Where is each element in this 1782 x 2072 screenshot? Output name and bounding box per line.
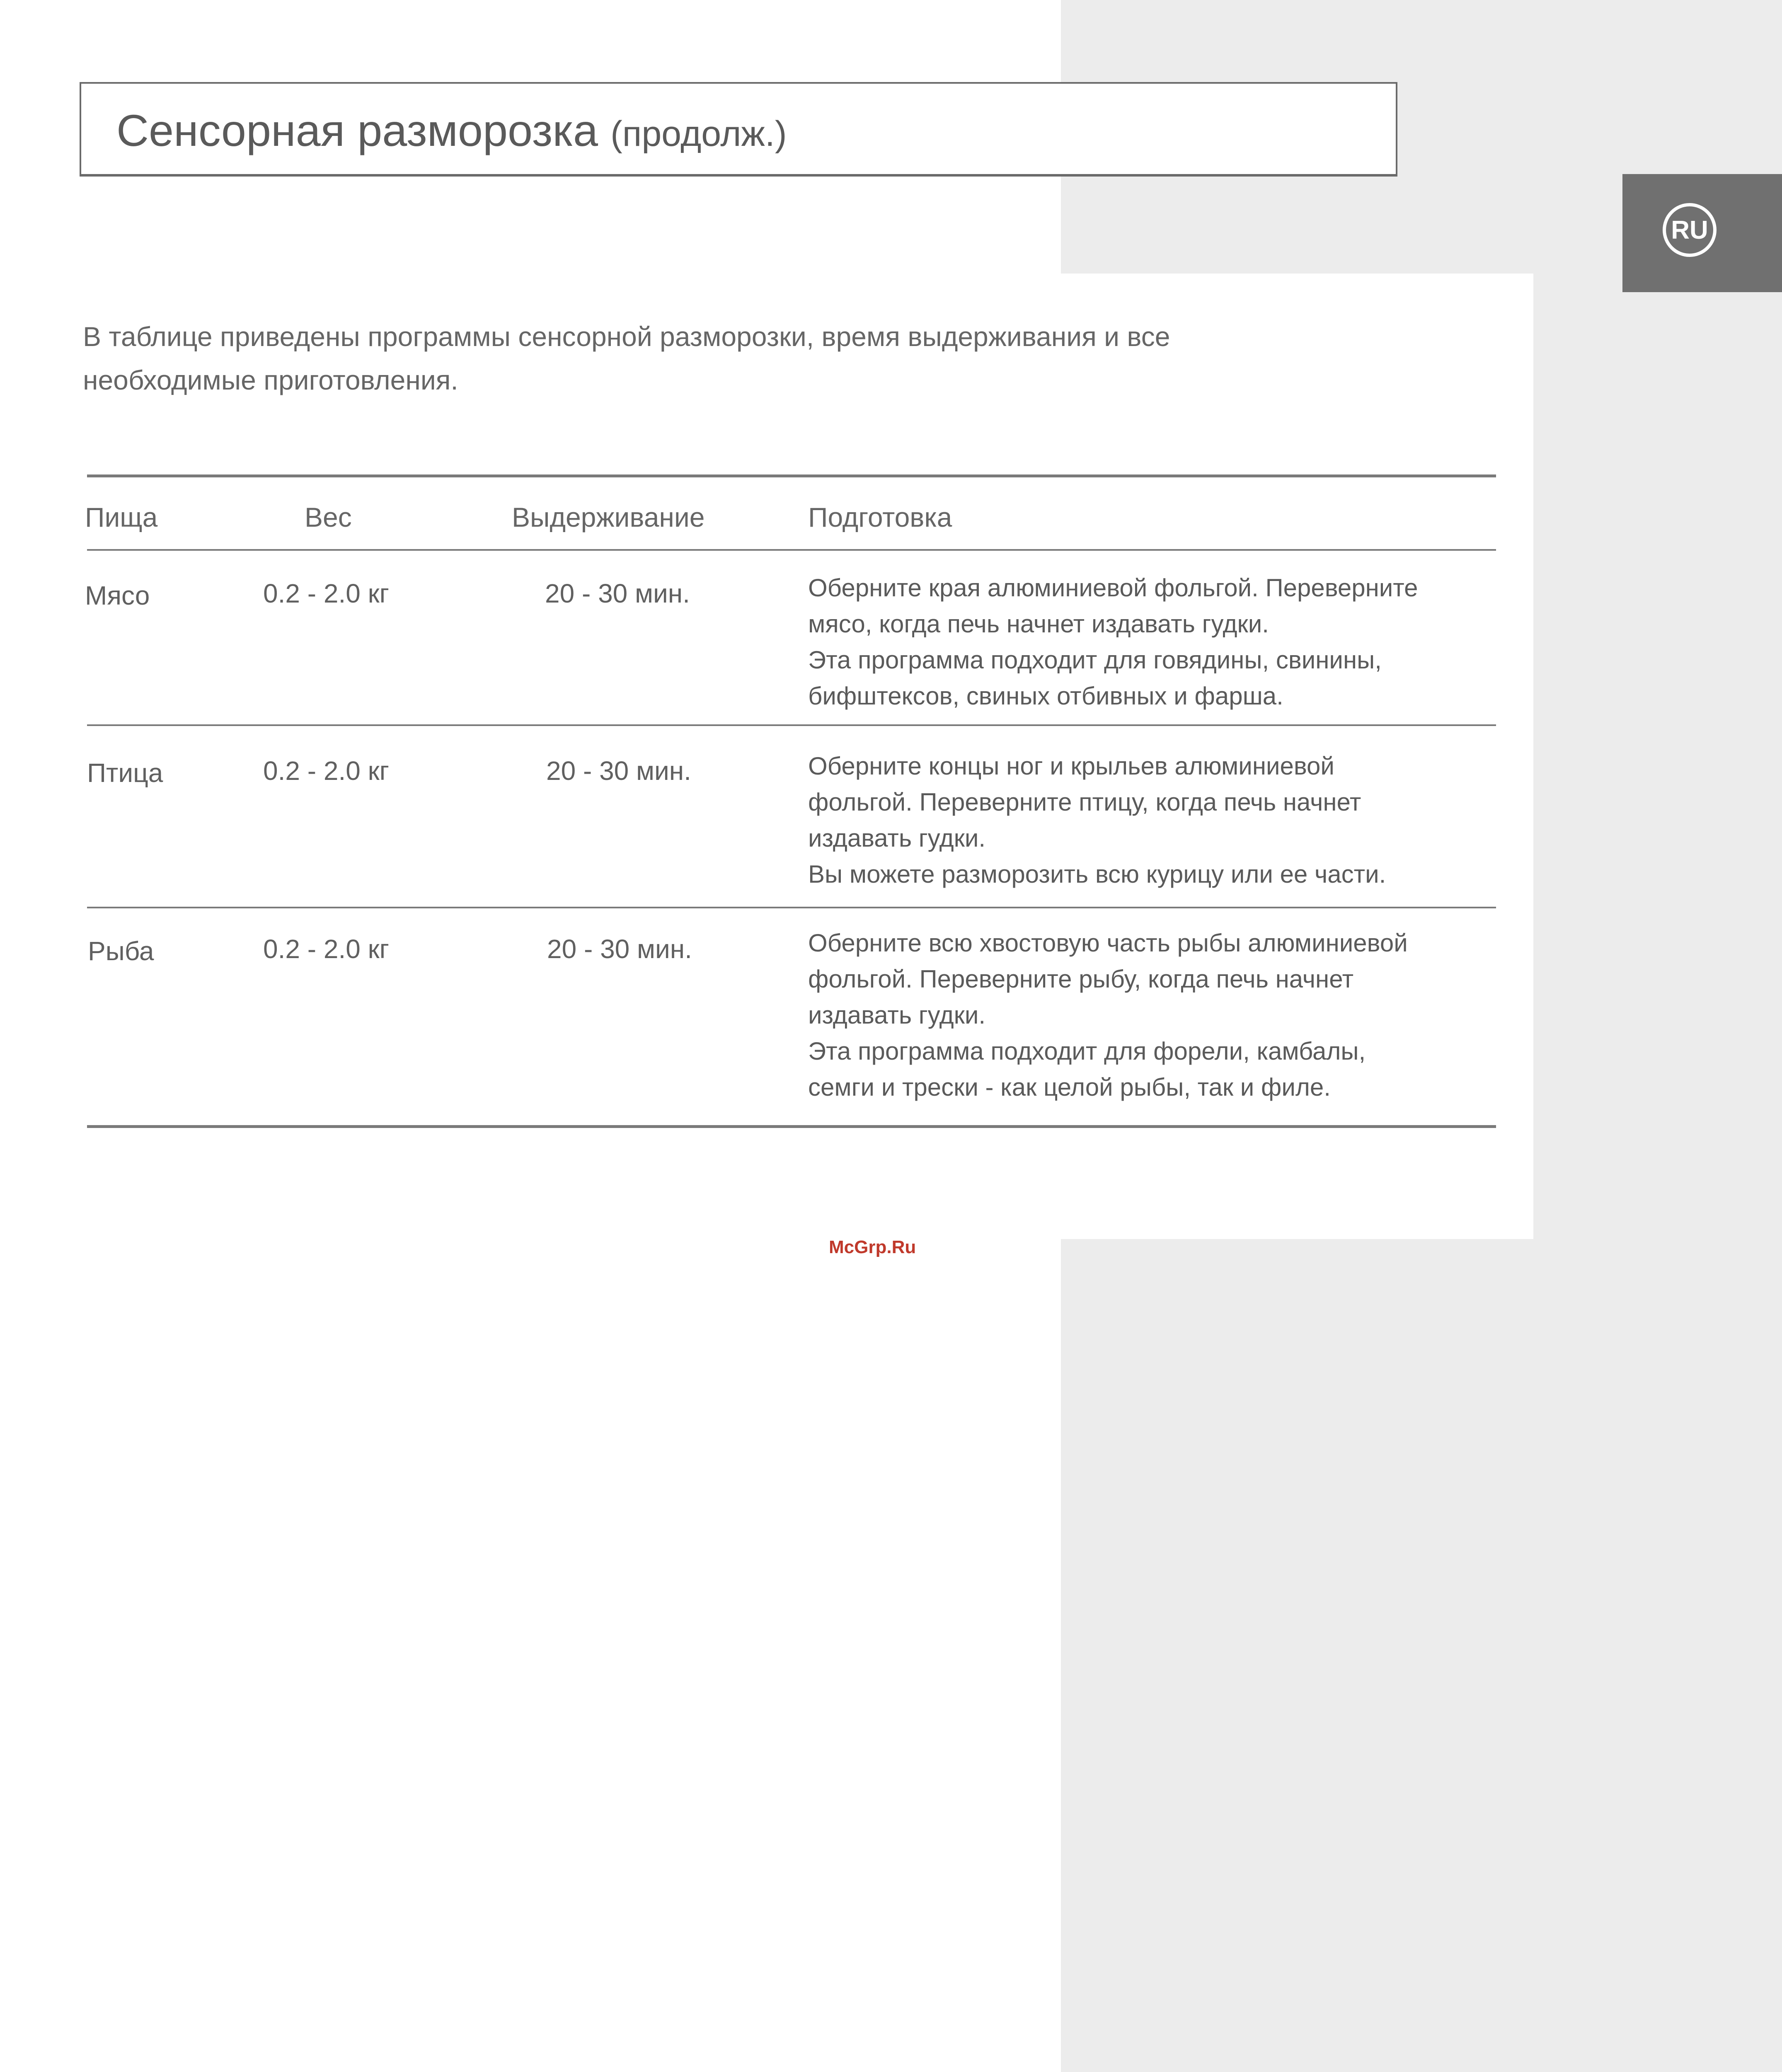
table-cell-weight: 0.2 - 2.0 кг (263, 579, 389, 608)
preparation-line: издавать гудки. (808, 1001, 986, 1029)
table-row-divider (87, 907, 1496, 908)
page-title-text: Сенсорная разморозка (116, 105, 598, 155)
preparation-line: Оберните края алюминиевой фольгой. Переверните (808, 574, 1418, 602)
table-cell-preparation (808, 925, 1504, 1105)
intro-paragraph (83, 315, 1450, 402)
column-header-standing: Выдерживание (512, 502, 705, 533)
column-header-weight: Вес (305, 502, 352, 533)
page-title (116, 104, 787, 156)
table-cell-standing: 20 - 30 мин. (546, 756, 691, 786)
preparation-line: фольгой. Переверните рыбу, когда печь начнет (808, 965, 1354, 993)
intro-line: необходимые приготовления. (83, 365, 458, 395)
preparation-line: бифштексов, свиных отбивных и фарша. (808, 682, 1283, 710)
preparation-line: семги и трески - как целой рыбы, так и филе. (808, 1073, 1331, 1101)
table-cell-food: Мясо (85, 581, 150, 610)
preparation-line: издавать гудки. (808, 824, 986, 852)
column-header-preparation: Подготовка (808, 502, 952, 533)
table-header-rule (87, 549, 1496, 551)
table-cell-standing: 20 - 30 мин. (547, 934, 692, 964)
preparation-line: Оберните всю хвостовую часть рыбы алюминиевой (808, 929, 1408, 957)
table-cell-weight: 0.2 - 2.0 кг (263, 756, 389, 786)
table-cell-preparation (808, 748, 1504, 892)
table-cell-food: Птица (87, 758, 163, 788)
preparation-line: Вы можете разморозить всю курицу или ее части. (808, 860, 1386, 888)
section-title-box (80, 82, 1397, 177)
language-badge: RU (1663, 203, 1717, 257)
table-cell-standing: 20 - 30 мин. (545, 579, 690, 608)
table-row-divider (87, 724, 1496, 726)
page-title-suffix: (продолж.) (610, 114, 787, 154)
preparation-line: Эта программа подходит для форели, камбалы, (808, 1037, 1366, 1065)
table-top-rule (87, 474, 1496, 477)
table-cell-preparation (808, 570, 1504, 714)
preparation-line: Эта программа подходит для говядины, свинины, (808, 646, 1382, 674)
intro-line: В таблице приведены программы сенсорной разморозки, время выдерживания и все (83, 321, 1170, 352)
table-bottom-rule (87, 1125, 1496, 1128)
column-header-food: Пища (85, 502, 158, 533)
language-tab (1622, 174, 1782, 292)
preparation-line: Оберните концы ног и крыльев алюминиевой (808, 752, 1334, 780)
preparation-line: фольгой. Переверните птицу, когда печь начнет (808, 788, 1361, 816)
preparation-line: мясо, когда печь начнет издавать гудки. (808, 610, 1269, 638)
table-cell-food: Рыба (88, 936, 154, 966)
table-cell-weight: 0.2 - 2.0 кг (263, 934, 389, 964)
watermark: McGrp.Ru (829, 1237, 916, 1257)
